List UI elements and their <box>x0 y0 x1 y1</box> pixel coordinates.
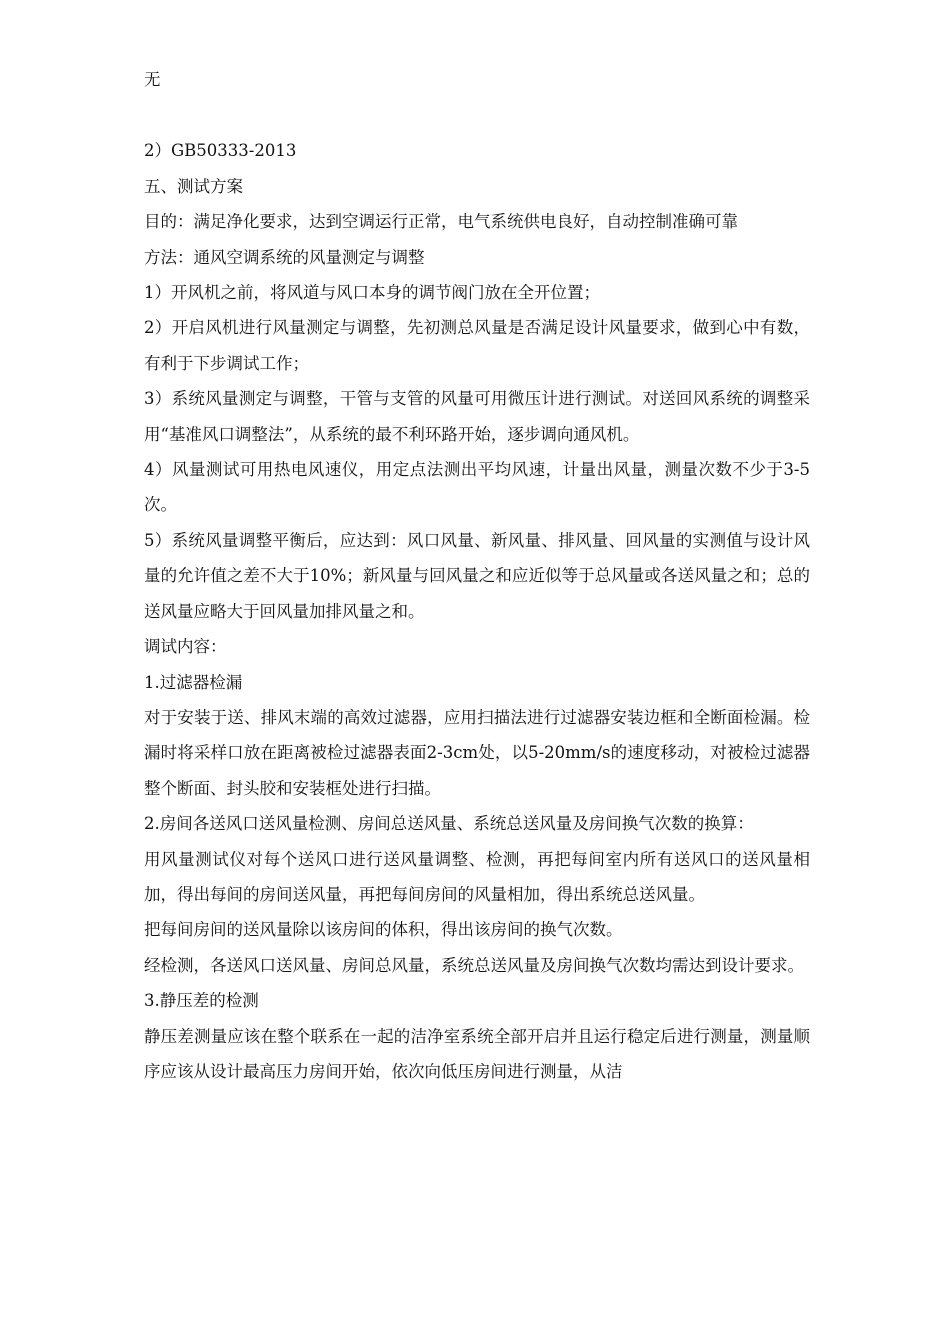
paragraph-method: 方法：通风空调系统的风量测定与调整 <box>144 247 425 267</box>
subheading-airflow: 2.房间各送风口送风量检测、房间总送风量、系统总送风量及房间换气次数的换算： <box>144 814 754 834</box>
subheading-static-pressure: 3.静压差的检测 <box>144 991 259 1011</box>
blank-line <box>144 97 810 133</box>
paragraph-airflow-result: 经检测，各送风口送风量、房间总风量，系统总送风量及房间换气次数均需达到设计要求。 <box>144 955 804 975</box>
list-item-step-3: 3）系统风量测定与调整，干管与支管的风量可用微压计进行测试。对送回风系统的调整采用“基准风口调整法”，从系统的最不利环路开始，逐步调向通风机。 <box>144 389 810 444</box>
paragraph-air-changes: 把每间房间的送风量除以该房间的体积，得出该房间的换气次数。 <box>144 920 623 940</box>
subheading-filter-leak: 1.过滤器检漏 <box>144 672 243 692</box>
section-heading-test-plan: 五、测试方案 <box>144 176 243 196</box>
list-item-step-2: 2）开启风机进行风量测定与调整，先初测总风量是否满足设计风量要求，做到心中有数，有利于下步调试工作； <box>144 318 810 373</box>
paragraph-none: 无 <box>144 70 161 89</box>
list-item-step-4: 4）风量测试可用热电风速仪，用定点法测出平均风速，计量出风量，测量次数不少于3-5次。 <box>144 460 810 515</box>
paragraph-airflow-measure: 用风量测试仪对每个送风口进行送风量调整、检测，再把每间室内所有送风口的送风量相加，得出每间的房间送风量，再把每间房间的风量相加，得出系统总送风量。 <box>144 849 810 904</box>
subheading-debug-content: 调试内容： <box>144 637 227 657</box>
paragraph-filter-leak: 对于安装于送、排风末端的高效过滤器，应用扫描法进行过滤器安装边框和全断面检漏。检漏时将采样口放在距离被检过滤器表面2-3cm处，以5-20mm/s的速度移动，对被检过滤器整个断面、封头胶和安装框处进行扫描。 <box>144 707 810 798</box>
paragraph-static-pressure: 静压差测量应该在整个联系在一起的洁净室系统全部开启并且运行稳定后进行测量，测量顺序应该从设计最高压力房间开始，依次向低压房间进行测量，从洁 <box>144 1026 810 1081</box>
list-item-step-5: 5）系统风量调整平衡后，应达到：风口风量、新风量、排风量、回风量的实测值与设计风量的允许值之差不大于10%；新风量与回风量之和应近似等于总风量或各送风量之和；总的送风量应略大于回风量加排风量之和。 <box>144 530 810 621</box>
document-body <box>144 62 810 1089</box>
paragraph-standard-ref: 2）GB50333-2013 <box>144 141 297 161</box>
list-item-step-1: 1）开风机之前，将风道与风口本身的调节阀门放在全开位置； <box>144 283 600 303</box>
paragraph-purpose: 目的：满足净化要求，达到空调运行正常，电气系统供电良好，自动控制准确可靠 <box>144 212 738 232</box>
